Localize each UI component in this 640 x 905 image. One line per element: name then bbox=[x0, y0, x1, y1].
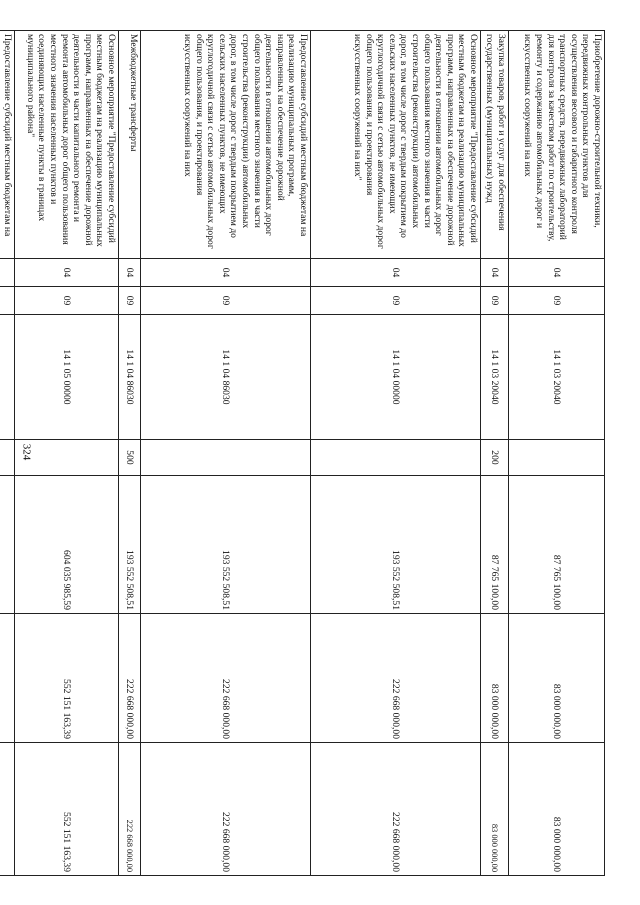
expense-type-cell bbox=[0, 440, 15, 476]
sum-year-2-cell: 222 668 000,00 bbox=[311, 614, 481, 743]
name-cell: Предоставление субсидий местным бюджетам на реализацию муниципальных программ, направленных на обеспечение дорожной деятельности в отношении автомобильных дорог общего пользования местного значения в части строительства (реконструкции) автомобильных дорог, в том числе дорог с твердым покрытием до сельских населенных пунктов, не имеющих круглогодичной связи с сетью автомобильных дорог общего пользования, и проектирования искусственных сооружений на них bbox=[141, 31, 311, 259]
subsection-cell: 09 bbox=[509, 287, 605, 315]
name-cell: Основное мероприятие "Предоставление субсидий местным бюджетам на реализацию муниципальных программ, направленных на обеспечение дорожной деятельности в части капитального ремонта и ремонта автомобильных дорог общего пользования местного значения населенных пунктов и соединяющих населенные пункты в границах муниципального района" bbox=[15, 31, 119, 259]
table-row bbox=[311, 31, 481, 876]
sum-year-1-cell: 87 765 100,00 bbox=[509, 476, 605, 614]
expense-type-cell: 500 bbox=[119, 440, 141, 476]
section-cell bbox=[0, 259, 15, 287]
name-cell: Межбюджетные трансферты bbox=[119, 31, 141, 259]
sum-year-2-cell bbox=[0, 614, 15, 743]
sum-year-2-cell: 83 000 000,00 bbox=[509, 614, 605, 743]
budget-table bbox=[0, 30, 605, 876]
target-article-cell: 14 1 04 86030 bbox=[119, 315, 141, 440]
budget-table-body bbox=[0, 31, 605, 876]
expense-type-cell: 200 bbox=[481, 440, 509, 476]
subsection-cell: 09 bbox=[119, 287, 141, 315]
section-cell: 04 bbox=[141, 259, 311, 287]
subsection-cell: 09 bbox=[311, 287, 481, 315]
target-article-cell: 14 1 05 00000 bbox=[15, 315, 119, 440]
sum-year-3-cell: 222 668 000,00 bbox=[141, 743, 311, 876]
target-article-cell: 14 1 03 20040 bbox=[481, 315, 509, 440]
sum-year-1-cell: 193 552 508,51 bbox=[311, 476, 481, 614]
sum-year-3-cell: 552 151 163,39 bbox=[15, 743, 119, 876]
sum-year-1-cell: 193 552 508,51 bbox=[119, 476, 141, 614]
section-cell: 04 bbox=[15, 259, 119, 287]
sum-year-2-cell: 222 668 000,00 bbox=[119, 614, 141, 743]
expense-type-cell bbox=[141, 440, 311, 476]
name-cell: Основное мероприятие "Предоставление субсидий местным бюджетам на реализацию муниципальных программ, направленных на обеспечение дорожной деятельности в отношении автомобильных дорог общего пользования местного значения в части строительства (реконструкции) автомобильных дорог, в том числе дорог с твердым покрытием до сельских населенных пунктов, не имеющих круглогодичной связи с сетью автомобильных дорог общего пользования, и проектирования искусственных сооружений на них" bbox=[311, 31, 481, 259]
sum-year-1-cell: 604 035 985,59 bbox=[15, 476, 119, 614]
section-cell: 04 bbox=[509, 259, 605, 287]
page-number: 324 bbox=[20, 443, 33, 461]
target-article-cell: 14 1 04 00000 bbox=[311, 315, 481, 440]
table-row bbox=[15, 31, 119, 876]
sum-year-3-cell: 222 668 000,00 bbox=[311, 743, 481, 876]
subsection-cell: 09 bbox=[481, 287, 509, 315]
sum-year-3-cell: 222 668 000,00 bbox=[119, 743, 141, 876]
expense-type-cell bbox=[311, 440, 481, 476]
sum-year-1-cell: 193 552 508,51 bbox=[141, 476, 311, 614]
table-row bbox=[481, 31, 509, 876]
table-row bbox=[119, 31, 141, 876]
section-cell: 04 bbox=[119, 259, 141, 287]
subsection-cell: 09 bbox=[15, 287, 119, 315]
sum-year-3-cell: 83 000 000,00 bbox=[509, 743, 605, 876]
sum-year-2-cell: 552 151 163,39 bbox=[15, 614, 119, 743]
subsection-cell: 09 bbox=[141, 287, 311, 315]
table-row bbox=[509, 31, 605, 876]
expense-type-cell bbox=[509, 440, 605, 476]
target-article-cell: 14 1 03 20040 bbox=[509, 315, 605, 440]
expense-type-cell bbox=[15, 440, 119, 476]
target-article-cell: 14 1 04 86030 bbox=[141, 315, 311, 440]
name-cell: Приобретение дорожно-строительной техники, передвижных контрольных пунктов для осуществления весового и габаритного контроля транспортных средств, передвижных лабораторий для контроля за качеством работ по строительству, ремонту и содержанию автомобильных дорог и искусственных сооружений на них bbox=[509, 31, 605, 259]
sum-year-1-cell: 87 765 100,00 bbox=[481, 476, 509, 614]
table-row bbox=[141, 31, 311, 876]
section-cell: 04 bbox=[481, 259, 509, 287]
section-cell: 04 bbox=[311, 259, 481, 287]
sum-year-2-cell: 222 668 000,00 bbox=[141, 614, 311, 743]
sum-year-1-cell bbox=[0, 476, 15, 614]
subsection-cell bbox=[0, 287, 15, 315]
table-row bbox=[0, 31, 15, 876]
name-cell: Закупка товаров, работ и услуг для обеспечения государственных (муниципальных) нужд bbox=[481, 31, 509, 259]
name-cell: Предоставление субсидий местным бюджетам на bbox=[0, 31, 15, 259]
sum-year-2-cell: 83 000 000,00 bbox=[481, 614, 509, 743]
sum-year-3-cell bbox=[0, 743, 15, 876]
sum-year-3-cell: 83 000 000,00 bbox=[481, 743, 509, 876]
target-article-cell bbox=[0, 315, 15, 440]
